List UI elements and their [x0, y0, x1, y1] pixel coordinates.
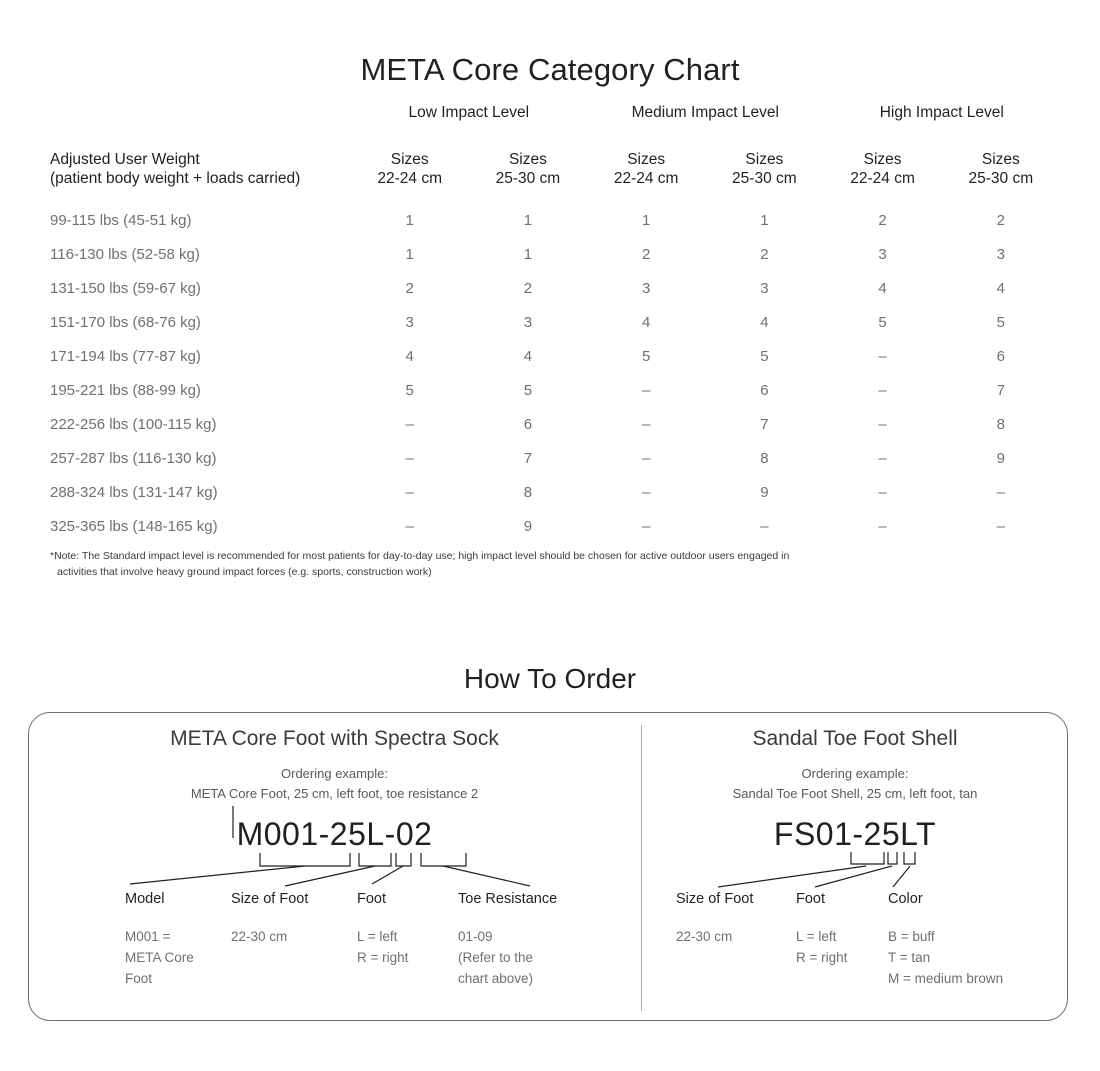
row-weight-label: 222-256 lbs (100-115 kg): [50, 416, 217, 433]
def-col-foot-right: [796, 891, 847, 968]
col-header-2: [469, 150, 587, 204]
table-row: [50, 510, 1060, 544]
table-cell-col6: 6: [996, 348, 1006, 365]
def-col-toe-resistance: [458, 891, 557, 989]
ordering-example-right: [642, 764, 1068, 804]
row-weight-label: 195-221 lbs (88-99 kg): [50, 382, 201, 399]
table-row: [50, 272, 1060, 306]
table-cell-col4: 8: [760, 450, 769, 467]
col-header-1-sizes: Sizes: [390, 151, 429, 168]
col-header-4: [705, 150, 823, 204]
table-cell-col4: 1: [760, 212, 769, 229]
def-body-color: B = buff T = tan M = medium brown: [888, 929, 1004, 986]
table-cell-col6: –: [996, 484, 1006, 501]
def-body-foot-left: L = left R = right: [357, 929, 409, 965]
table-cell-col6: 2: [996, 212, 1006, 229]
col-header-1-range: 22-24 cm: [377, 170, 443, 187]
table-cell-col4: 7: [760, 416, 769, 433]
def-body-model: M001 = META Core Foot: [125, 929, 194, 986]
col-header-2-range: 25-30 cm: [495, 170, 561, 187]
def-head-foot-right: Foot: [796, 891, 826, 907]
ordering-example-text-left: META Core Foot, 25 cm, left foot, toe resistance 2: [190, 786, 479, 801]
table-row: [50, 442, 1060, 476]
panel-title-left: META Core Foot with Spectra Sock: [170, 727, 499, 750]
table-row: [50, 374, 1060, 408]
table-cell-col3: –: [641, 518, 651, 535]
table-cell-col2: 9: [523, 518, 533, 535]
table-cell-col1: 4: [405, 348, 414, 365]
col-header-4-range: 25-30 cm: [732, 170, 797, 187]
table-cell-col6: 4: [996, 280, 1006, 297]
panel-title-right: Sandal Toe Foot Shell: [752, 727, 958, 750]
table-cell-col2: 7: [523, 450, 533, 467]
table-cell-col5: –: [878, 450, 887, 467]
def-col-color: [888, 891, 1003, 989]
def-col-foot-left: [357, 891, 408, 968]
def-head-size-right: Size of Foot: [676, 891, 754, 907]
table-cell-col6: 5: [996, 314, 1006, 331]
table-cell-col1: 1: [405, 246, 414, 263]
col-header-3-sizes: Sizes: [627, 151, 666, 168]
col-header-2-sizes: Sizes: [508, 151, 547, 168]
table-cell-col2: 6: [523, 416, 533, 433]
def-col-model: [125, 891, 194, 989]
table-cell-col5: –: [878, 484, 887, 501]
col-header-3-range: 22-24 cm: [613, 170, 679, 187]
col-header-3: [587, 150, 705, 204]
row-weight-label: 257-287 lbs (116-130 kg): [50, 450, 217, 467]
table-cell-col4: 6: [760, 382, 769, 399]
row-weight-label: 99-115 lbs (45-51 kg): [50, 212, 192, 229]
col-header-6-range: 25-30 cm: [968, 170, 1034, 187]
table-cell-col1: 5: [405, 382, 414, 399]
order-code-right: FS01-25LT: [773, 816, 937, 852]
table-cell-col4: 4: [760, 314, 769, 331]
table-cell-col5: –: [878, 348, 887, 365]
def-head-size-left: Size of Foot: [231, 891, 309, 907]
table-cell-col1: –: [405, 416, 414, 433]
table-row: [50, 340, 1060, 374]
table-cell-col4: 9: [760, 484, 769, 501]
row-label-header-line1: Adjusted User Weight: [50, 151, 200, 168]
col-header-5: [823, 150, 941, 204]
ordering-example-text-right: Sandal Toe Foot Shell, 25 cm, left foot, tan: [732, 786, 978, 801]
table-cell-col6: 9: [996, 450, 1006, 467]
table-cell-col5: 5: [878, 314, 887, 331]
table-cell-col1: –: [405, 450, 414, 467]
footnote-line1: *Note: The Standard impact level is recommended for most patients for day-to-day use; high impact level should be chosen for active outdoor users engaged in: [50, 550, 790, 562]
group-header-high: High Impact Level: [879, 104, 1004, 121]
table-cell-col1: –: [405, 518, 414, 535]
footnote-line2: activities that involve heavy ground impact forces (e.g. sports, construction work): [57, 566, 432, 578]
table-row: [50, 204, 1060, 238]
table-cell-col6: 8: [996, 416, 1006, 433]
footnote: [50, 548, 1050, 580]
def-col-size-right: [676, 891, 753, 947]
table-cell-col2: 1: [523, 246, 533, 263]
table-cell-col4: 2: [760, 246, 769, 263]
group-header-spacer: [50, 104, 351, 150]
table-cell-col4: –: [760, 518, 769, 535]
table-cell-col5: –: [878, 416, 887, 433]
row-label-header: [50, 150, 351, 204]
row-weight-label: 131-150 lbs (59-67 kg): [50, 280, 201, 297]
table-cell-col3: 4: [641, 314, 651, 331]
table-row: [50, 238, 1060, 272]
table-cell-col5: 3: [878, 246, 887, 263]
def-col-size-left: [231, 891, 308, 947]
table-cell-col2: 2: [523, 280, 533, 297]
def-body-foot-right: L = left R = right: [796, 929, 848, 965]
table-body: [50, 204, 1060, 544]
table-cell-col2: 8: [523, 484, 533, 501]
col-header-4-sizes: Sizes: [745, 151, 784, 168]
row-weight-label: 151-170 lbs (68-76 kg): [50, 314, 201, 331]
def-body-size-right: 22-30 cm: [676, 929, 733, 944]
table-cell-col3: –: [641, 450, 651, 467]
how-to-order-title: How To Order: [463, 663, 637, 694]
table-cell-col3: –: [641, 484, 651, 501]
order-code-left: M001-25L-02: [236, 816, 433, 852]
table-cell-col4: 3: [760, 280, 769, 297]
meta-core-category-table: [50, 104, 1060, 544]
table-cell-col1: 2: [405, 280, 414, 297]
order-panel-meta-core-foot: [28, 712, 641, 853]
group-header-low: Low Impact Level: [408, 104, 530, 121]
row-weight-label: 325-365 lbs (148-165 kg): [50, 518, 218, 535]
def-body-size-left: 22-30 cm: [231, 929, 288, 944]
table-row: [50, 306, 1060, 340]
group-header-medium: Medium Impact Level: [631, 104, 779, 121]
ordering-example-left: [28, 764, 641, 804]
ordering-example-label-left: Ordering example:: [281, 766, 388, 781]
table-cell-col3: 1: [641, 212, 651, 229]
col-header-6-sizes: Sizes: [981, 151, 1020, 168]
table-cell-col6: 7: [996, 382, 1006, 399]
page-title: META Core Category Chart: [360, 52, 740, 87]
table-cell-col6: –: [996, 518, 1006, 535]
def-head-model: Model: [125, 891, 165, 907]
table-cell-col6: 3: [996, 246, 1006, 263]
table-row: [50, 408, 1060, 442]
table-cell-col3: –: [641, 382, 651, 399]
row-weight-label: 171-194 lbs (77-87 kg): [50, 348, 201, 365]
table-cell-col2: 4: [523, 348, 533, 365]
def-head-toe-resistance: Toe Resistance: [458, 891, 558, 907]
table-cell-col1: –: [405, 484, 414, 501]
col-header-6: [942, 150, 1060, 204]
table-cell-col3: –: [641, 416, 651, 433]
column-header-row: [50, 150, 1060, 204]
table-cell-col5: –: [878, 382, 887, 399]
def-head-foot-left: Foot: [357, 891, 387, 907]
def-body-toe-resistance: 01-09 (Refer to the chart above): [458, 929, 534, 986]
row-weight-label: 288-324 lbs (131-147 kg): [50, 484, 218, 501]
table-cell-col5: –: [878, 518, 887, 535]
table-cell-col5: 4: [878, 280, 887, 297]
row-label-header-line2: (patient body weight + loads carried): [50, 170, 301, 187]
table-cell-col3: 5: [641, 348, 651, 365]
col-header-5-range: 22-24 cm: [850, 170, 915, 187]
table-cell-col2: 5: [523, 382, 533, 399]
table-cell-col4: 5: [760, 348, 769, 365]
table-cell-col2: 3: [523, 314, 533, 331]
row-weight-label: 116-130 lbs (52-58 kg): [50, 246, 200, 263]
group-header-row: [50, 104, 1060, 150]
table-cell-col3: 2: [641, 246, 651, 263]
table-cell-col3: 3: [641, 280, 651, 297]
order-panel-sandal-toe-foot-shell: [642, 712, 1068, 853]
table-row: [50, 476, 1060, 510]
table-cell-col1: 3: [405, 314, 414, 331]
ordering-example-label-right: Ordering example:: [801, 766, 909, 781]
col-header-5-sizes: Sizes: [863, 151, 902, 168]
table-cell-col1: 1: [405, 212, 414, 229]
table-cell-col5: 2: [878, 212, 887, 229]
col-header-1: [351, 150, 469, 204]
def-head-color: Color: [888, 891, 923, 907]
table-cell-col2: 1: [523, 212, 533, 229]
